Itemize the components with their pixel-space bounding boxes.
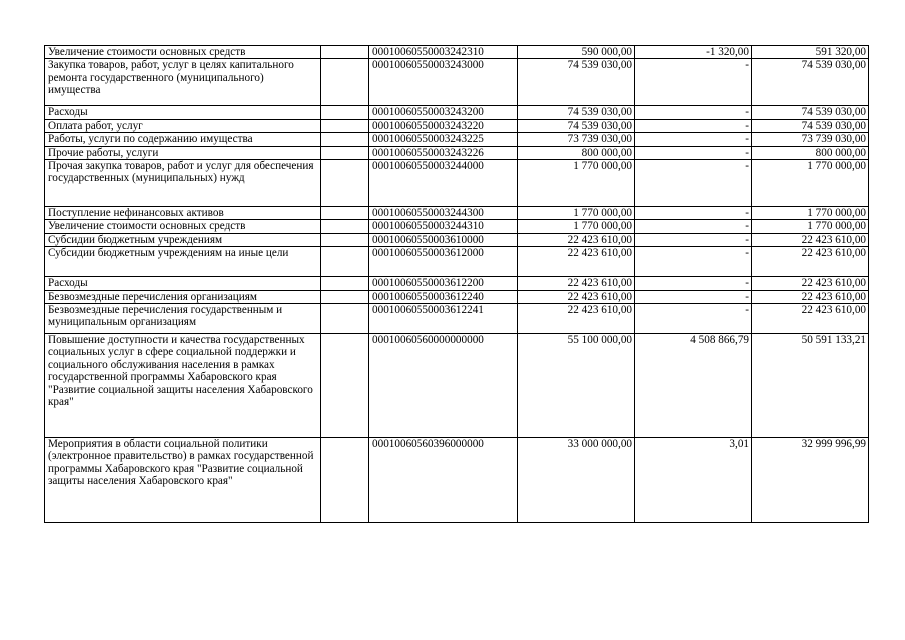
- row-name-cell: Работы, услуги по содержанию имущества: [45, 133, 321, 146]
- row-plan-cell: 1 770 000,00: [518, 220, 635, 233]
- row-code-cell: 00010060550003244000: [369, 160, 518, 207]
- table-row: [45, 277, 869, 290]
- row-exec-cell: -1 320,00: [635, 46, 752, 59]
- table-row: [45, 160, 869, 207]
- row-plan-cell: 22 423 610,00: [518, 233, 635, 246]
- row-rest-cell: 22 423 610,00: [752, 290, 869, 303]
- row-plan-cell: 55 100 000,00: [518, 334, 635, 438]
- row-rest-cell: 800 000,00: [752, 146, 869, 159]
- row-exec-cell: -: [635, 290, 752, 303]
- table-row: [45, 438, 869, 523]
- row-blank-cell: [321, 59, 369, 106]
- row-code-cell: 00010060550003243220: [369, 119, 518, 132]
- table-row: [45, 334, 869, 438]
- row-code-cell: 00010060550003243200: [369, 106, 518, 119]
- row-code-cell: 00010060550003610000: [369, 233, 518, 246]
- row-blank-cell: [321, 438, 369, 523]
- row-rest-cell: 74 539 030,00: [752, 119, 869, 132]
- row-exec-cell: -: [635, 146, 752, 159]
- row-rest-cell: 74 539 030,00: [752, 59, 869, 106]
- table-row: [45, 220, 869, 233]
- row-name-cell: Повышение доступности и качества государственных социальных услуг в сфере социальной поддержки и социального обслуживания населения в рамках государственной программы Хабаровского края "Развитие социальной защиты населения Хабаровского края": [45, 334, 321, 438]
- row-code-cell: 00010060550003612000: [369, 247, 518, 277]
- table-row: [45, 207, 869, 220]
- row-code-cell: 00010060550003612240: [369, 290, 518, 303]
- row-name-cell: Мероприятия в области социальной политики (электронное правительство) в рамках государственной программы Хабаровского края "Развитие социальной защиты населения Хабаровского края": [45, 438, 321, 523]
- row-exec-cell: -: [635, 106, 752, 119]
- row-plan-cell: 73 739 030,00: [518, 133, 635, 146]
- row-blank-cell: [321, 106, 369, 119]
- row-name-cell: Расходы: [45, 277, 321, 290]
- row-blank-cell: [321, 207, 369, 220]
- row-rest-cell: 1 770 000,00: [752, 220, 869, 233]
- row-code-cell: 00010060550003612241: [369, 304, 518, 334]
- row-plan-cell: 1 770 000,00: [518, 160, 635, 207]
- row-blank-cell: [321, 146, 369, 159]
- row-exec-cell: -: [635, 233, 752, 246]
- row-plan-cell: 74 539 030,00: [518, 59, 635, 106]
- row-blank-cell: [321, 304, 369, 334]
- row-blank-cell: [321, 46, 369, 59]
- table-row: [45, 304, 869, 334]
- row-name-cell: Оплата работ, услуг: [45, 119, 321, 132]
- row-code-cell: 00010060550003243226: [369, 146, 518, 159]
- table-row: [45, 233, 869, 246]
- row-plan-cell: 1 770 000,00: [518, 207, 635, 220]
- row-name-cell: Расходы: [45, 106, 321, 119]
- row-rest-cell: 1 770 000,00: [752, 160, 869, 207]
- row-exec-cell: -: [635, 160, 752, 207]
- row-code-cell: 00010060560396000000: [369, 438, 518, 523]
- row-name-cell: Увеличение стоимости основных средств: [45, 220, 321, 233]
- row-plan-cell: 590 000,00: [518, 46, 635, 59]
- row-exec-cell: -: [635, 247, 752, 277]
- row-rest-cell: 73 739 030,00: [752, 133, 869, 146]
- row-blank-cell: [321, 334, 369, 438]
- row-rest-cell: 22 423 610,00: [752, 304, 869, 334]
- row-rest-cell: 74 539 030,00: [752, 106, 869, 119]
- row-plan-cell: 74 539 030,00: [518, 106, 635, 119]
- row-rest-cell: 22 423 610,00: [752, 277, 869, 290]
- row-name-cell: Безвозмездные перечисления организациям: [45, 290, 321, 303]
- row-name-cell: Поступление нефинансовых активов: [45, 207, 321, 220]
- table-row: [45, 46, 869, 59]
- budget-table: [44, 45, 869, 523]
- row-blank-cell: [321, 119, 369, 132]
- row-code-cell: 00010060550003242310: [369, 46, 518, 59]
- row-exec-cell: -: [635, 304, 752, 334]
- table-row: [45, 59, 869, 106]
- row-plan-cell: 800 000,00: [518, 146, 635, 159]
- row-rest-cell: 22 423 610,00: [752, 233, 869, 246]
- row-plan-cell: 33 000 000,00: [518, 438, 635, 523]
- row-code-cell: 00010060550003243000: [369, 59, 518, 106]
- row-name-cell: Увеличение стоимости основных средств: [45, 46, 321, 59]
- row-exec-cell: -: [635, 220, 752, 233]
- row-code-cell: 00010060550003244310: [369, 220, 518, 233]
- row-name-cell: Субсидии бюджетным учреждениям на иные цели: [45, 247, 321, 277]
- row-blank-cell: [321, 277, 369, 290]
- row-exec-cell: -: [635, 133, 752, 146]
- budget-table-body: [45, 46, 869, 523]
- row-blank-cell: [321, 233, 369, 246]
- table-row: [45, 146, 869, 159]
- row-rest-cell: 591 320,00: [752, 46, 869, 59]
- row-blank-cell: [321, 247, 369, 277]
- row-exec-cell: -: [635, 277, 752, 290]
- table-row: [45, 290, 869, 303]
- row-name-cell: Субсидии бюджетным учреждениям: [45, 233, 321, 246]
- table-row: [45, 119, 869, 132]
- row-code-cell: 00010060550003243225: [369, 133, 518, 146]
- row-rest-cell: 50 591 133,21: [752, 334, 869, 438]
- row-rest-cell: 22 423 610,00: [752, 247, 869, 277]
- row-name-cell: Безвозмездные перечисления государственным и муниципальным организациям: [45, 304, 321, 334]
- row-blank-cell: [321, 160, 369, 207]
- table-row: [45, 106, 869, 119]
- table-row: [45, 247, 869, 277]
- row-exec-cell: -: [635, 207, 752, 220]
- row-name-cell: Закупка товаров, работ, услуг в целях капитального ремонта государственного (муниципального) имущества: [45, 59, 321, 106]
- document-sheet: [44, 45, 869, 523]
- row-rest-cell: 1 770 000,00: [752, 207, 869, 220]
- row-blank-cell: [321, 290, 369, 303]
- row-code-cell: 00010060550003612200: [369, 277, 518, 290]
- row-exec-cell: 3,01: [635, 438, 752, 523]
- row-code-cell: 00010060560000000000: [369, 334, 518, 438]
- row-plan-cell: 22 423 610,00: [518, 290, 635, 303]
- row-code-cell: 00010060550003244300: [369, 207, 518, 220]
- row-exec-cell: -: [635, 59, 752, 106]
- row-plan-cell: 22 423 610,00: [518, 304, 635, 334]
- table-row: [45, 133, 869, 146]
- row-exec-cell: -: [635, 119, 752, 132]
- row-plan-cell: 22 423 610,00: [518, 277, 635, 290]
- row-blank-cell: [321, 220, 369, 233]
- row-blank-cell: [321, 133, 369, 146]
- row-exec-cell: 4 508 866,79: [635, 334, 752, 438]
- row-rest-cell: 32 999 996,99: [752, 438, 869, 523]
- row-plan-cell: 74 539 030,00: [518, 119, 635, 132]
- row-plan-cell: 22 423 610,00: [518, 247, 635, 277]
- row-name-cell: Прочая закупка товаров, работ и услуг для обеспечения государственных (муниципальных) нужд: [45, 160, 321, 207]
- row-name-cell: Прочие работы, услуги: [45, 146, 321, 159]
